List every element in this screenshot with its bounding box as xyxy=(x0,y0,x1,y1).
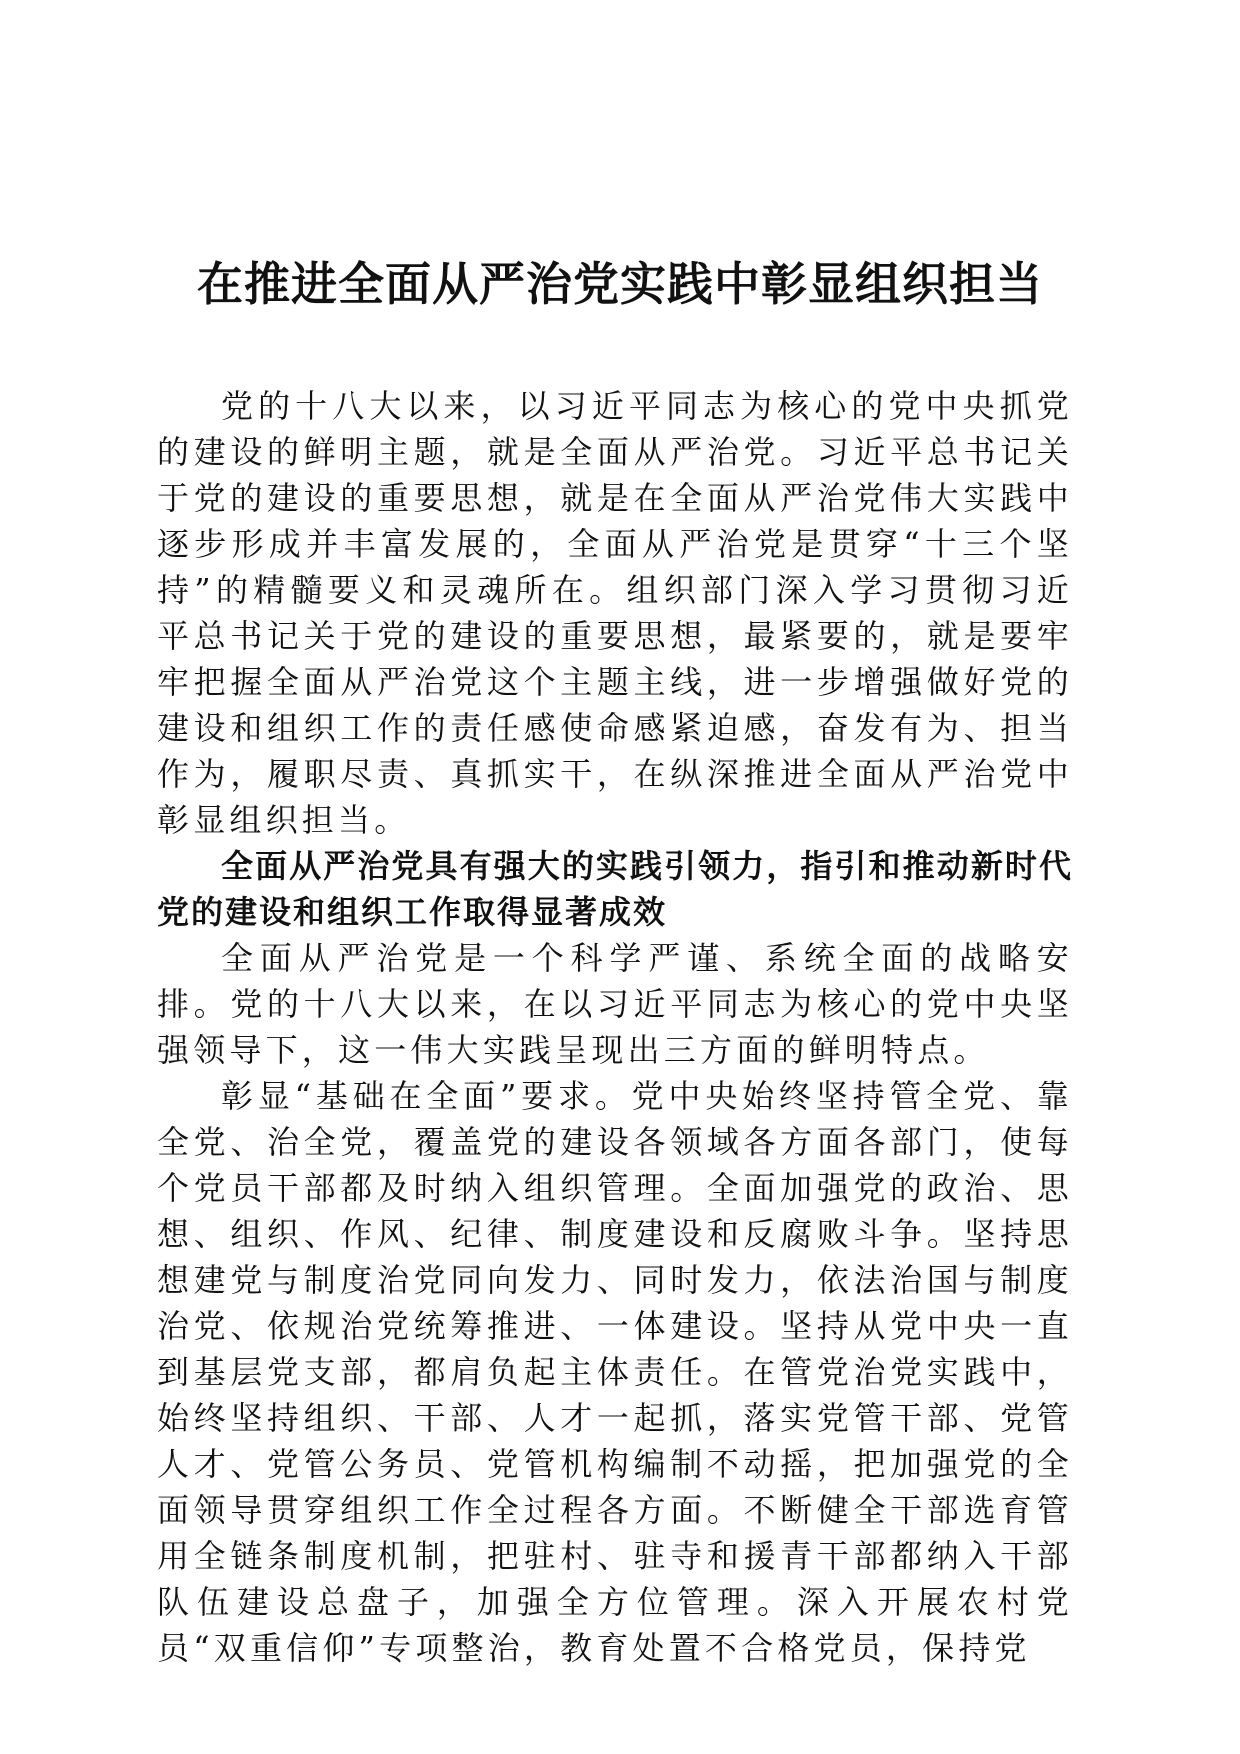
section-intro-paragraph: 全面从严治党是一个科学严谨、系统全面的战略安排。党的十八大以来，在以习近平同志为核心的党中央坚强领导下，这一伟大实践呈现出三方面的鲜明特点。 xyxy=(157,939,1073,1069)
intro-paragraph: 党的十八大以来，以习近平同志为核心的党中央抓党的建设的鲜明主题，就是全面从严治党。习近平总书记关于党的建设的重要思想，就是在全面从严治党伟大实践中逐步形成并丰富发展的，全面从严治党是贯穿“十三个坚持”的精髓要义和灵魂所在。组织部门深入学习贯彻习近平总书记关于党的建设的重要思想，最紧要的，就是要牢牢把握全面从严治党这个主题主线，进一步增强做好党的建设和组织工作的责任感使命感紧迫感，奋发有为、担当作为，履职尽责、真抓实干，在纵深推进全面从严治党中彰显组织担当。 xyxy=(157,387,1073,839)
document-body xyxy=(157,383,1073,1671)
section-heading: 全面从严治党具有强大的实践引领力，指引和推动新时代党的建设和组织工作取得显著成效 xyxy=(157,847,1073,931)
document-title: 在推进全面从严治党实践中彰显组织担当 xyxy=(197,257,1043,311)
comprehensive-paragraph: 彰显“基础在全面”要求。党中央始终坚持管全党、靠全党、治全党，覆盖党的建设各领域各方面各部门，使每个党员干部都及时纳入组织管理。全面加强党的政治、思想、组织、作风、纪律、制度建设和反腐败斗争。坚持思想建党与制度治党同向发力、同时发力，依法治国与制度治党、依规治党统筹推进、一体建设。坚持从党中央一直到基层党支部，都肩负起主体责任。在管党治党实践中，始终坚持组织、干部、人才一起抓，落实党管干部、党管人才、党管公务员、党管机构编制不动摇，把加强党的全面领导贯穿组织工作全过程各方面。不断健全干部选育管用全链条制度机制，把驻村、驻寺和援青干部都纳入干部队伍建设总盘子，加强全方位管理。深入开展农村党员“双重信仰”专项整治，教育处置不合格党员，保持党 xyxy=(157,1077,1073,1667)
